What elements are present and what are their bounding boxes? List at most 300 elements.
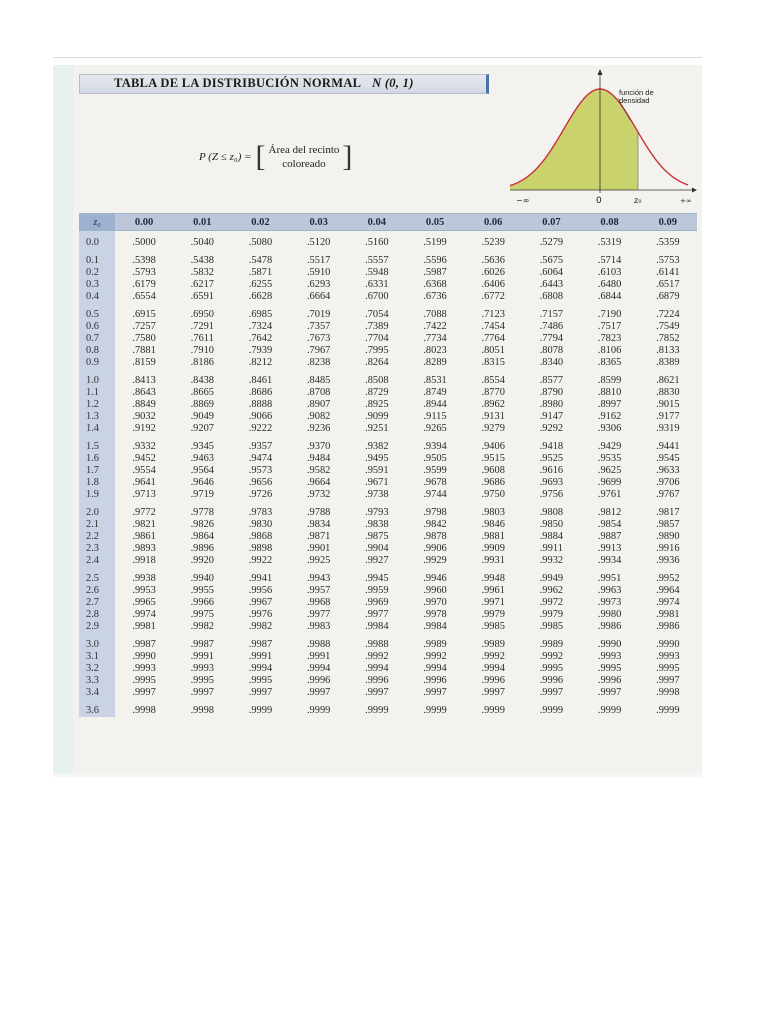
probability-cell: .9251 bbox=[365, 423, 389, 434]
probability-cell: .9292 bbox=[539, 423, 564, 434]
probability-cell: .7486 bbox=[539, 321, 564, 332]
tick-pos-inf: +∞ bbox=[680, 197, 692, 205]
probability-cell: .9906 bbox=[423, 543, 447, 554]
probability-cell: .9664 bbox=[306, 477, 331, 488]
probability-cell: .6217 bbox=[190, 279, 214, 290]
column-header: 0.04 bbox=[348, 214, 406, 231]
probability-cell: .6950 bbox=[190, 309, 214, 320]
probability-cell: .9945 bbox=[365, 573, 389, 584]
probability-cell: .9817 bbox=[656, 507, 680, 518]
probability-cell: .9887 bbox=[597, 531, 622, 542]
table-row bbox=[79, 411, 697, 423]
probability-cell: .9967 bbox=[248, 597, 273, 608]
probability-cell: .7257 bbox=[132, 321, 156, 332]
probability-cell: .9982 bbox=[190, 621, 214, 632]
title-text: TABLA DE LA DISTRIBUCIÓN NORMAL bbox=[114, 76, 361, 90]
probability-cell: .9525 bbox=[539, 453, 564, 464]
probability-cell: .9778 bbox=[190, 507, 214, 518]
probability-cell: .9996 bbox=[597, 675, 622, 686]
probability-cell: .8438 bbox=[190, 375, 214, 386]
probability-cell: .9641 bbox=[132, 477, 156, 488]
probability-cell: .6293 bbox=[306, 279, 331, 290]
probability-cell: .8212 bbox=[248, 357, 273, 368]
probability-cell: .9997 bbox=[656, 675, 680, 686]
probability-cell: .9738 bbox=[365, 489, 389, 500]
probability-cell: .9998 bbox=[132, 705, 156, 716]
probability-cell: .9990 bbox=[656, 639, 680, 650]
probability-cell: .9960 bbox=[423, 585, 447, 596]
probability-cell: .5398 bbox=[132, 255, 156, 266]
table-row bbox=[79, 291, 697, 303]
probability-cell: .8621 bbox=[656, 375, 680, 386]
probability-cell: .8925 bbox=[365, 399, 389, 410]
probability-cell: .9370 bbox=[306, 441, 331, 452]
probability-cell: .8340 bbox=[539, 357, 564, 368]
probability-cell: .7580 bbox=[132, 333, 156, 344]
probability-cell: .8365 bbox=[597, 357, 622, 368]
probability-cell: .9147 bbox=[539, 411, 564, 422]
probability-cell: .9625 bbox=[597, 465, 622, 476]
probability-cell: .9970 bbox=[423, 597, 447, 608]
probability-cell: .9693 bbox=[539, 477, 564, 488]
x-axis-arrow bbox=[692, 188, 697, 193]
table-row bbox=[79, 663, 697, 675]
probability-cell: .7123 bbox=[481, 309, 505, 320]
probability-cell: .9999 bbox=[423, 705, 447, 716]
probability-cell: .9987 bbox=[190, 639, 214, 650]
probability-cell: .8770 bbox=[481, 387, 505, 398]
table-row bbox=[79, 651, 697, 663]
probability-cell: .7454 bbox=[481, 321, 505, 332]
column-header: 0.07 bbox=[522, 214, 580, 231]
probability-cell: .6255 bbox=[248, 279, 273, 290]
row-z-value: 1.5 bbox=[79, 441, 115, 453]
probability-cell: .9946 bbox=[423, 573, 447, 584]
probability-cell: .8078 bbox=[539, 345, 564, 356]
probability-cell: .8729 bbox=[365, 387, 389, 398]
probability-cell: .9929 bbox=[423, 555, 447, 566]
probability-cell: .6700 bbox=[365, 291, 389, 302]
probability-cell: .9996 bbox=[365, 675, 389, 686]
probability-cell: .8264 bbox=[365, 357, 389, 368]
probability-cell: .7642 bbox=[248, 333, 273, 344]
probability-cell: .7088 bbox=[423, 309, 447, 320]
row-z-value: 2.4 bbox=[79, 555, 115, 567]
probability-cell: .9918 bbox=[132, 555, 156, 566]
table-row bbox=[79, 675, 697, 687]
probability-cell: .8531 bbox=[423, 375, 447, 386]
probability-cell: .9995 bbox=[597, 663, 622, 674]
row-z-value: 3.0 bbox=[79, 639, 115, 651]
probability-cell: .9382 bbox=[365, 441, 389, 452]
probability-cell: .5596 bbox=[423, 255, 447, 266]
probability-cell: .7054 bbox=[365, 309, 389, 320]
probability-cell: .6915 bbox=[132, 309, 156, 320]
probability-cell: .9418 bbox=[539, 441, 564, 452]
probability-cell: .7224 bbox=[656, 309, 680, 320]
probability-cell: .9996 bbox=[423, 675, 447, 686]
probability-cell: .9222 bbox=[248, 423, 273, 434]
probability-cell: .9788 bbox=[306, 507, 331, 518]
row-z-value: 0.9 bbox=[79, 357, 115, 369]
probability-cell: .6368 bbox=[423, 279, 447, 290]
row-z-value: 3.6 bbox=[79, 705, 115, 717]
probability-cell: .9995 bbox=[539, 663, 564, 674]
table-row bbox=[79, 621, 697, 633]
probability-cell: .9955 bbox=[190, 585, 214, 596]
probability-cell: .6664 bbox=[306, 291, 331, 302]
probability-cell: .7794 bbox=[539, 333, 564, 344]
probability-cell: .9783 bbox=[248, 507, 273, 518]
probability-cell: .9162 bbox=[597, 411, 622, 422]
probability-cell: .9345 bbox=[190, 441, 214, 452]
probability-cell: .6141 bbox=[656, 267, 680, 278]
table-row bbox=[79, 357, 697, 369]
probability-cell: .9984 bbox=[423, 621, 447, 632]
probability-cell: .9591 bbox=[365, 465, 389, 476]
row-z-value: 0.3 bbox=[79, 279, 115, 291]
probability-cell: .9916 bbox=[656, 543, 680, 554]
probability-cell: .9994 bbox=[365, 663, 389, 674]
probability-cell: .6591 bbox=[190, 291, 214, 302]
probability-cell: .9207 bbox=[190, 423, 214, 434]
probability-cell: .9826 bbox=[190, 519, 214, 530]
probability-cell: .8749 bbox=[423, 387, 447, 398]
probability-cell: .9484 bbox=[306, 453, 331, 464]
row-z-value: 0.2 bbox=[79, 267, 115, 279]
probability-cell: .6985 bbox=[248, 309, 273, 320]
left-bracket: [ bbox=[255, 140, 266, 173]
probability-cell: .9985 bbox=[539, 621, 564, 632]
probability-cell: .9977 bbox=[306, 609, 331, 620]
probability-cell: .9854 bbox=[597, 519, 622, 530]
probability-cell: .9896 bbox=[190, 543, 214, 554]
probability-cell: .9995 bbox=[132, 675, 156, 686]
probability-cell: .9099 bbox=[365, 411, 389, 422]
probability-cell: .9868 bbox=[248, 531, 273, 542]
probability-cell: .9515 bbox=[481, 453, 505, 464]
probability-cell: .9082 bbox=[306, 411, 331, 422]
probability-cell: .9976 bbox=[248, 609, 273, 620]
probability-cell: .9993 bbox=[190, 663, 214, 674]
probability-cell: .5279 bbox=[539, 237, 564, 248]
probability-cell: .8599 bbox=[597, 375, 622, 386]
y-axis-arrow bbox=[598, 69, 603, 75]
probability-cell: .5557 bbox=[365, 255, 389, 266]
row-z-value: 3.4 bbox=[79, 687, 115, 699]
probability-cell: .9953 bbox=[132, 585, 156, 596]
table-row bbox=[79, 519, 697, 531]
probability-cell: .9994 bbox=[481, 663, 505, 674]
probability-cell: .6443 bbox=[539, 279, 564, 290]
probability-cell: .9842 bbox=[423, 519, 447, 530]
row-z-value: 1.2 bbox=[79, 399, 115, 411]
row-z-value: 0.5 bbox=[79, 309, 115, 321]
probability-cell: .5871 bbox=[248, 267, 273, 278]
probability-cell: .6026 bbox=[481, 267, 505, 278]
probability-cell: .9406 bbox=[481, 441, 505, 452]
probability-cell: .9678 bbox=[423, 477, 447, 488]
probability-cell: .8686 bbox=[248, 387, 273, 398]
probability-cell: .9999 bbox=[248, 705, 273, 716]
probability-cell: .9977 bbox=[365, 609, 389, 620]
probability-cell: .6406 bbox=[481, 279, 505, 290]
column-header: 0.02 bbox=[231, 214, 289, 231]
table-row bbox=[79, 453, 697, 465]
probability-cell: .9997 bbox=[539, 687, 564, 698]
probability-cell: .6331 bbox=[365, 279, 389, 290]
probability-cell: .5438 bbox=[190, 255, 214, 266]
probability-cell: .9878 bbox=[423, 531, 447, 542]
probability-cell: .9997 bbox=[597, 687, 622, 698]
right-bracket: ] bbox=[342, 140, 353, 173]
probability-cell: .9952 bbox=[656, 573, 680, 584]
probability-cell: .9992 bbox=[423, 651, 447, 662]
probability-cell: .5199 bbox=[423, 237, 447, 248]
table-row bbox=[79, 345, 697, 357]
normal-table bbox=[79, 213, 697, 717]
table-row bbox=[79, 531, 697, 543]
probability-cell: .6628 bbox=[248, 291, 273, 302]
probability-cell: .9564 bbox=[190, 465, 214, 476]
probability-cell: .8888 bbox=[248, 399, 273, 410]
probability-cell: .9997 bbox=[423, 687, 447, 698]
probability-cell: .9975 bbox=[190, 609, 214, 620]
column-header: 0.05 bbox=[406, 214, 464, 231]
probability-cell: .9319 bbox=[656, 423, 680, 434]
probability-cell: .5636 bbox=[481, 255, 505, 266]
column-header: 0.08 bbox=[581, 214, 639, 231]
column-header: 0.09 bbox=[639, 214, 697, 231]
probability-cell: .9913 bbox=[597, 543, 622, 554]
probability-cell: .9971 bbox=[481, 597, 505, 608]
probability-cell: .8508 bbox=[365, 375, 389, 386]
probability-cell: .9992 bbox=[539, 651, 564, 662]
probability-cell: .9999 bbox=[365, 705, 389, 716]
probability-cell: .6480 bbox=[597, 279, 622, 290]
table-row bbox=[79, 639, 697, 651]
z0-column-header: z₀ bbox=[79, 214, 115, 231]
probability-cell: .9991 bbox=[306, 651, 331, 662]
probability-cell: .6103 bbox=[597, 267, 622, 278]
density-curve-figure bbox=[508, 65, 698, 210]
probability-cell: .9974 bbox=[656, 597, 680, 608]
probability-cell: .9875 bbox=[365, 531, 389, 542]
probability-cell: .9995 bbox=[248, 675, 273, 686]
column-header: 0.03 bbox=[290, 214, 348, 231]
probability-cell: .6064 bbox=[539, 267, 564, 278]
probability-cell: .9726 bbox=[248, 489, 273, 500]
probability-cell: .9474 bbox=[248, 453, 273, 464]
probability-cell: .9985 bbox=[481, 621, 505, 632]
probability-cell: .7995 bbox=[365, 345, 389, 356]
probability-cell: .9936 bbox=[656, 555, 680, 566]
probability-cell: .9991 bbox=[190, 651, 214, 662]
probability-cell: .9871 bbox=[306, 531, 331, 542]
probability-cell: .9934 bbox=[597, 555, 622, 566]
probability-cell: .6808 bbox=[539, 291, 564, 302]
probability-cell: .9793 bbox=[365, 507, 389, 518]
probability-cell: .9646 bbox=[190, 477, 214, 488]
probability-cell: .8315 bbox=[481, 357, 505, 368]
probability-cell: .9616 bbox=[539, 465, 564, 476]
probability-cell: .9992 bbox=[365, 651, 389, 662]
probability-cell: .5239 bbox=[481, 237, 505, 248]
probability-cell: .9962 bbox=[539, 585, 564, 596]
probability-cell: .9505 bbox=[423, 453, 447, 464]
probability-cell: .6554 bbox=[132, 291, 156, 302]
probability-cell: .9983 bbox=[306, 621, 331, 632]
probability-cell: .9890 bbox=[656, 531, 680, 542]
page-title bbox=[114, 76, 414, 91]
probability-cell: .9719 bbox=[190, 489, 214, 500]
probability-cell: .9633 bbox=[656, 465, 680, 476]
probability-cell: .8962 bbox=[481, 399, 505, 410]
probability-cell: .9066 bbox=[248, 411, 273, 422]
probability-cell: .9968 bbox=[306, 597, 331, 608]
probability-cell: .9991 bbox=[248, 651, 273, 662]
probability-cell: .9992 bbox=[481, 651, 505, 662]
probability-cell: .9429 bbox=[597, 441, 622, 452]
probability-cell: .9732 bbox=[306, 489, 331, 500]
probability-cell: .9192 bbox=[132, 423, 156, 434]
probability-cell: .9998 bbox=[190, 705, 214, 716]
probability-cell: .9972 bbox=[539, 597, 564, 608]
probability-cell: .9861 bbox=[132, 531, 156, 542]
probability-cell: .8577 bbox=[539, 375, 564, 386]
probability-cell: .9993 bbox=[132, 663, 156, 674]
probability-cell: .7422 bbox=[423, 321, 447, 332]
probability-cell: .9993 bbox=[597, 651, 622, 662]
probability-cell: .7764 bbox=[481, 333, 505, 344]
probability-cell: .7190 bbox=[597, 309, 622, 320]
probability-cell: .9987 bbox=[132, 639, 156, 650]
row-z-value: 0.0 bbox=[79, 237, 115, 249]
probability-cell: .7967 bbox=[306, 345, 331, 356]
probability-cell: .9686 bbox=[481, 477, 505, 488]
row-z-value: 2.2 bbox=[79, 531, 115, 543]
probability-cell: .9884 bbox=[539, 531, 564, 542]
probability-cell: .6179 bbox=[132, 279, 156, 290]
probability-cell: .7291 bbox=[190, 321, 214, 332]
probability-cell: .9306 bbox=[597, 423, 622, 434]
probability-cell: .7019 bbox=[306, 309, 331, 320]
probability-cell: .9994 bbox=[306, 663, 331, 674]
probability-cell: .5319 bbox=[597, 237, 622, 248]
probability-cell: .6844 bbox=[597, 291, 622, 302]
probability-cell: .9032 bbox=[132, 411, 156, 422]
row-z-value: 1.6 bbox=[79, 453, 115, 465]
probability-cell: .9978 bbox=[423, 609, 447, 620]
table-row bbox=[79, 309, 697, 321]
table-row bbox=[79, 375, 697, 387]
density-label-line1: función de bbox=[619, 88, 654, 97]
probability-cell: .9834 bbox=[306, 519, 331, 530]
probability-cell: .9996 bbox=[481, 675, 505, 686]
probability-cell: .8159 bbox=[132, 357, 156, 368]
probability-cell: .9999 bbox=[539, 705, 564, 716]
probability-cell: .6736 bbox=[423, 291, 447, 302]
probability-cell: .9830 bbox=[248, 519, 273, 530]
probability-cell: .9984 bbox=[365, 621, 389, 632]
probability-cell: .9989 bbox=[423, 639, 447, 650]
normal-distribution-table-page bbox=[73, 65, 702, 773]
probability-cell: .9015 bbox=[656, 399, 680, 410]
probability-cell: .9999 bbox=[306, 705, 331, 716]
probability-cell: .9927 bbox=[365, 555, 389, 566]
probability-cell: .7611 bbox=[190, 333, 214, 344]
probability-cell: .9997 bbox=[190, 687, 214, 698]
probability-cell: .7734 bbox=[423, 333, 447, 344]
row-z-value: 1.1 bbox=[79, 387, 115, 399]
row-z-value: 1.4 bbox=[79, 423, 115, 435]
table-row bbox=[79, 441, 697, 453]
density-label bbox=[619, 89, 654, 105]
row-z-value: 1.8 bbox=[79, 477, 115, 489]
probability-cell: .6879 bbox=[656, 291, 680, 302]
probability-cell: .9959 bbox=[365, 585, 389, 596]
table-row bbox=[79, 555, 697, 567]
probability-cell: .7389 bbox=[365, 321, 389, 332]
probability-cell: .9997 bbox=[481, 687, 505, 698]
probability-cell: .9706 bbox=[656, 477, 680, 488]
probability-cell: .9452 bbox=[132, 453, 156, 464]
row-z-value: 2.0 bbox=[79, 507, 115, 519]
probability-cell: .8944 bbox=[423, 399, 447, 410]
probability-cell: .9966 bbox=[190, 597, 214, 608]
probability-cell: .9964 bbox=[656, 585, 680, 596]
probability-cell: .8413 bbox=[132, 375, 156, 386]
probability-cell: .9979 bbox=[481, 609, 505, 620]
probability-cell: .5517 bbox=[306, 255, 331, 266]
table-row bbox=[79, 333, 697, 345]
probability-cell: .9573 bbox=[248, 465, 273, 476]
tick-neg-inf: −∞ bbox=[516, 196, 530, 205]
probability-cell: .9988 bbox=[365, 639, 389, 650]
probability-cell: .9909 bbox=[481, 543, 505, 554]
table-row bbox=[79, 237, 697, 249]
probability-cell: .9893 bbox=[132, 543, 156, 554]
probability-cell: .8051 bbox=[481, 345, 505, 356]
probability-cell: .9988 bbox=[306, 639, 331, 650]
probability-cell: .9989 bbox=[481, 639, 505, 650]
probability-cell: .9441 bbox=[656, 441, 680, 452]
probability-cell: .9279 bbox=[481, 423, 505, 434]
probability-cell: .9979 bbox=[539, 609, 564, 620]
probability-cell: .8830 bbox=[656, 387, 680, 398]
probability-cell: .9049 bbox=[190, 411, 214, 422]
probability-cell: .9864 bbox=[190, 531, 214, 542]
probability-cell: .8461 bbox=[248, 375, 273, 386]
probability-cell: .9961 bbox=[481, 585, 505, 596]
probability-cell: .9904 bbox=[365, 543, 389, 554]
row-z-value: 1.7 bbox=[79, 465, 115, 477]
probability-cell: .9980 bbox=[597, 609, 622, 620]
probability-cell: .9997 bbox=[248, 687, 273, 698]
probability-cell: .9535 bbox=[597, 453, 622, 464]
probability-cell: .8389 bbox=[656, 357, 680, 368]
probability-cell: .8554 bbox=[481, 375, 505, 386]
row-z-value: 0.7 bbox=[79, 333, 115, 345]
probability-cell: .9582 bbox=[306, 465, 331, 476]
probability-cell: .8907 bbox=[306, 399, 331, 410]
tick-z0: z₀ bbox=[634, 196, 642, 205]
probability-cell: .9554 bbox=[132, 465, 156, 476]
probability-cell: .9989 bbox=[539, 639, 564, 650]
table-row bbox=[79, 387, 697, 399]
probability-cell: .9671 bbox=[365, 477, 389, 488]
probability-cell: .5478 bbox=[248, 255, 273, 266]
